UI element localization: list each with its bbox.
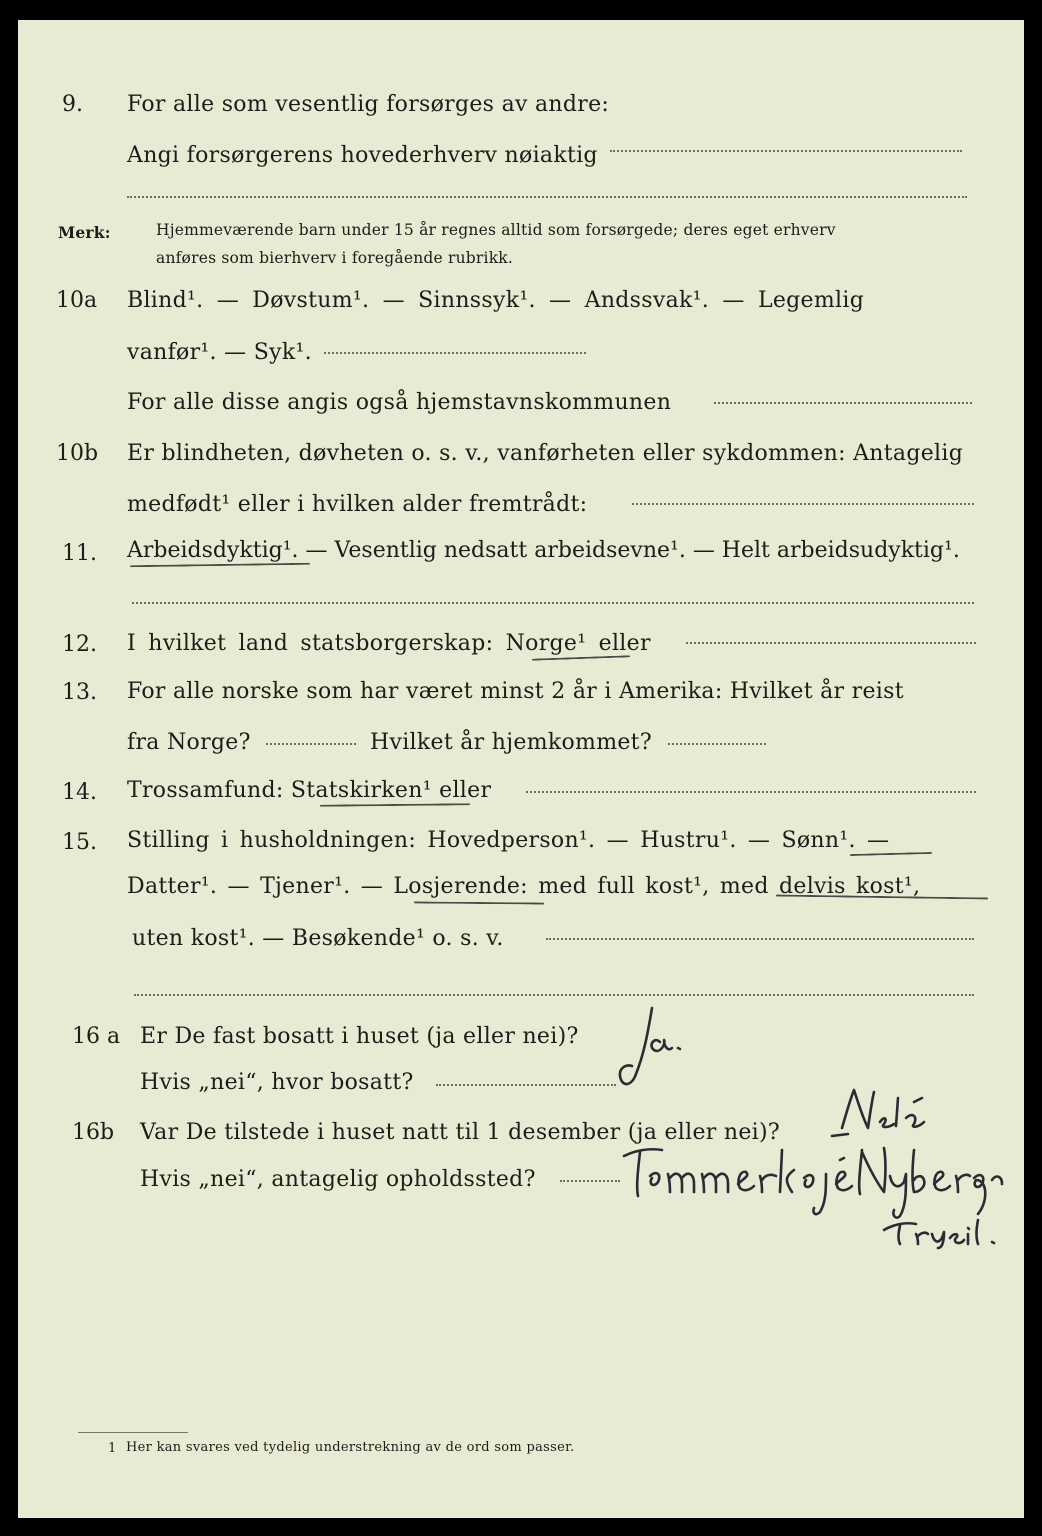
q15-number: 15.: [62, 830, 97, 855]
q10a-number: 10a: [56, 288, 98, 313]
q13-left-label: fra Norge?: [127, 730, 251, 755]
q11-answer-line[interactable]: [132, 602, 974, 604]
q10b-answer-line[interactable]: [632, 503, 974, 505]
q10b-question: Er blindheten, døvheten o. s. v., vanførheten eller sykdommen: Antagelig: [127, 441, 964, 466]
footnote-rule: [78, 1432, 188, 1433]
q16b-question: Var De tilstede i huset natt til 1 desember (ja eller nei)?: [140, 1120, 780, 1145]
q10a-hometown-line[interactable]: [714, 402, 972, 404]
q9-number: 9.: [62, 92, 83, 117]
q16a-number: 16 a: [72, 1024, 121, 1049]
q14-underline-statskirken: [320, 803, 470, 807]
q16a-question: Er De fast bosatt i huset (ja eller nei)?: [140, 1024, 579, 1049]
q10a-options: Blind¹. — Døvstum¹. — Sinnssyk¹. — Andssvak¹. — Legemlig: [127, 288, 865, 313]
q9-answer-line[interactable]: [610, 150, 962, 152]
q9-answer-line-2[interactable]: [127, 196, 967, 198]
q14-answer-line[interactable]: [526, 791, 976, 793]
q11-options: Arbeidsdyktig¹. — Vesentlig nedsatt arbeidsevne¹. — Helt arbeidsudyktig¹.: [127, 538, 960, 563]
q16a-subquestion: Hvis „nei“, hvor bosatt?: [140, 1070, 414, 1095]
q15-options-2: Datter¹. — Tjener¹. — Losjerende: med full kost¹, med delvis kost¹,: [127, 874, 921, 899]
q13-left-answer-line[interactable]: [266, 743, 356, 745]
q13-question: For alle norske som har været minst 2 år i Amerika: Hvilket år reist: [127, 679, 904, 704]
q9-subquestion: Angi forsørgerens hovederhverv nøiaktig: [127, 143, 598, 168]
q13-right-answer-line[interactable]: [668, 743, 766, 745]
footnote-text: Her kan svares ved tydelig understrekning av de ord som passer.: [126, 1440, 575, 1455]
q11-number: 11.: [62, 541, 97, 566]
q13-right-label: Hvilket år hjemkommet?: [370, 730, 652, 755]
q12-answer-line[interactable]: [686, 642, 976, 644]
q16b-number: 16b: [72, 1120, 115, 1145]
q9-question: For alle som vesentlig forsørges av andre:: [127, 92, 610, 117]
q10b-question-2: medfødt¹ eller i hvilken alder fremtrådt:: [127, 492, 588, 517]
q15-answer-line-2[interactable]: [134, 994, 974, 996]
q10a-hometown-question: For alle disse angis også hjemstavnskommunen: [127, 390, 672, 415]
q10a-answer-line[interactable]: [324, 352, 586, 354]
q16a-answer-line[interactable]: [436, 1084, 616, 1086]
q16b-subquestion: Hvis „nei“, antagelig opholdssted?: [140, 1167, 536, 1192]
census-form-page: [18, 20, 1024, 1518]
q15-underline-losjerende: [414, 901, 544, 904]
footnote-mark: 1: [108, 1441, 117, 1456]
q12-question: I hvilket land statsborgerskap: Norge¹ eller: [127, 631, 651, 656]
q10b-number: 10b: [56, 441, 99, 466]
q15-options: Stilling i husholdningen: Hovedperson¹. — Hustru¹. — Sønn¹. —: [127, 828, 890, 853]
merk-label: Merk:: [58, 223, 111, 242]
q14-question: Trossamfund: Statskirken¹ eller: [127, 778, 492, 803]
q10a-options-2: vanfør¹. — Syk¹.: [127, 340, 312, 365]
merk-note-line2: anføres som bierhverv i foregående rubrikk.: [156, 249, 514, 267]
merk-note-line1: Hjemmeværende barn under 15 år regnes alltid som forsørgede; deres eget erhverv: [156, 221, 836, 239]
q14-number: 14.: [62, 780, 97, 805]
q13-number: 13.: [62, 680, 97, 705]
q12-number: 12.: [62, 632, 97, 657]
q15-answer-line[interactable]: [546, 938, 974, 940]
q16b-answer-line[interactable]: [560, 1180, 620, 1182]
q15-options-3: uten kost¹. — Besøkende¹ o. s. v.: [132, 926, 504, 951]
